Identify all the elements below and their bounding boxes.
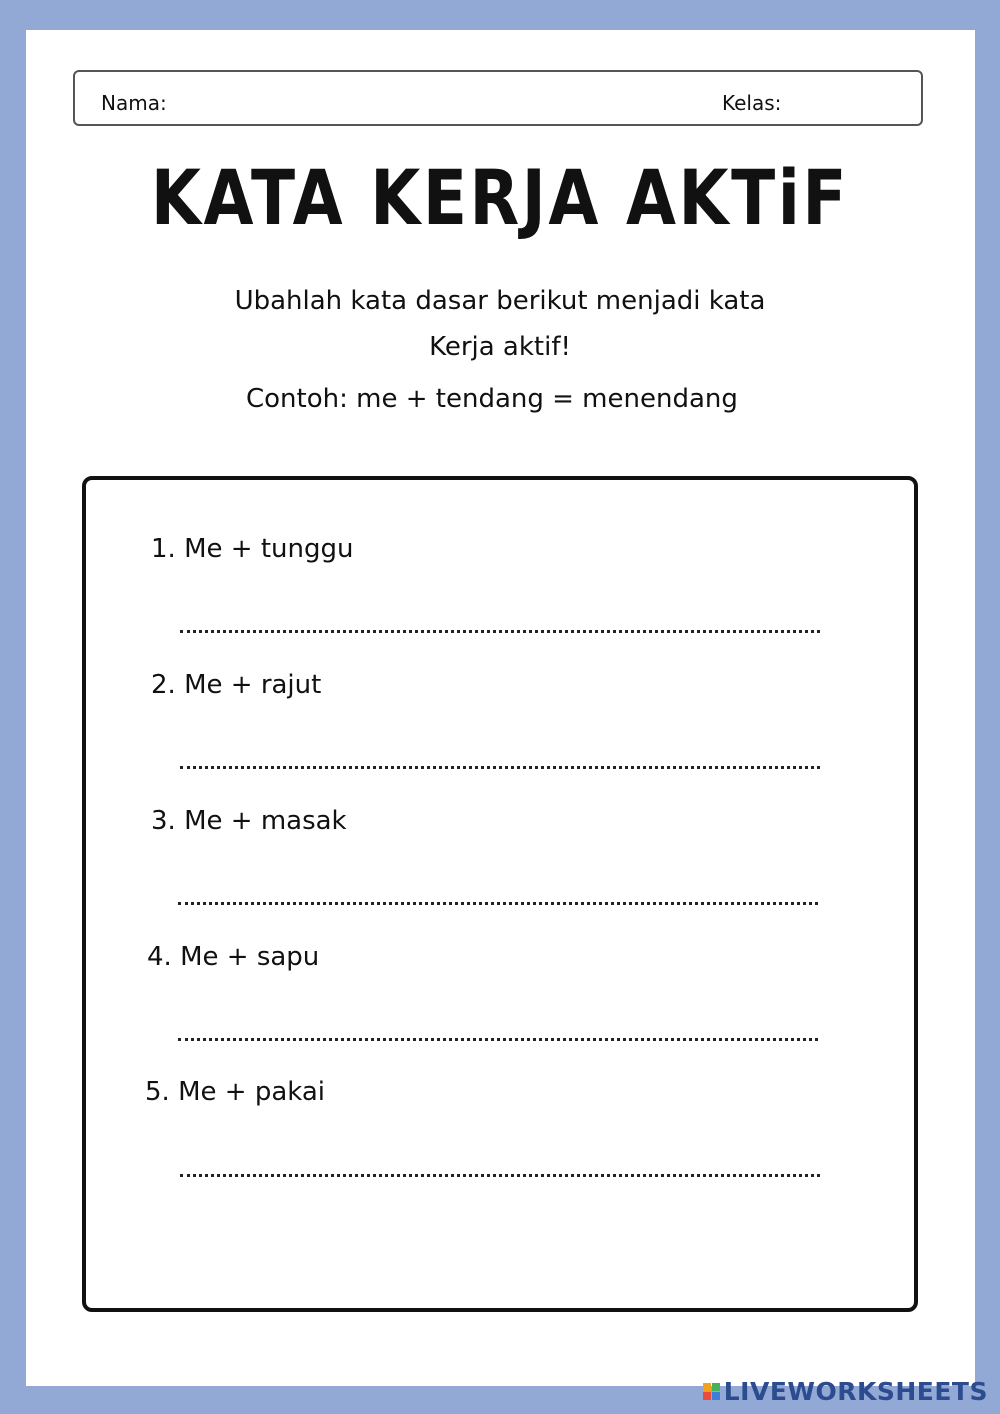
liveworksheets-logo-icon — [703, 1383, 720, 1400]
watermark-text: LIVEWORKSHEETS — [723, 1377, 988, 1406]
student-info-box — [73, 70, 923, 126]
question-4: 4. Me + sapu — [147, 942, 320, 972]
answer-line-2[interactable] — [180, 766, 820, 769]
instruction-line-1: Ubahlah kata dasar berikut menjadi kata — [234, 286, 766, 316]
question-1: 1. Me + tunggu — [151, 534, 354, 564]
answer-line-5[interactable] — [180, 1174, 820, 1177]
exercise-box — [82, 476, 918, 1312]
instruction-text — [150, 278, 850, 370]
logo-square-3 — [703, 1392, 711, 1400]
name-label: Nama: — [101, 91, 167, 115]
logo-square-2 — [712, 1383, 720, 1391]
liveworksheets-watermark — [703, 1377, 988, 1406]
answer-line-1[interactable] — [180, 630, 820, 633]
logo-square-4 — [712, 1392, 720, 1400]
answer-line-3[interactable] — [178, 902, 818, 905]
question-3: 3. Me + masak — [151, 806, 347, 836]
instruction-line-2: Kerja aktif! — [429, 332, 571, 362]
worksheet-title: KATA KERJA AKTiF — [150, 153, 850, 242]
example-text: Contoh: me + tendang = menendang — [246, 384, 738, 414]
question-5: 5. Me + pakai — [145, 1077, 326, 1107]
answer-line-4[interactable] — [178, 1038, 818, 1041]
question-2: 2. Me + rajut — [151, 670, 322, 700]
logo-square-1 — [703, 1383, 711, 1391]
class-label: Kelas: — [722, 91, 782, 115]
